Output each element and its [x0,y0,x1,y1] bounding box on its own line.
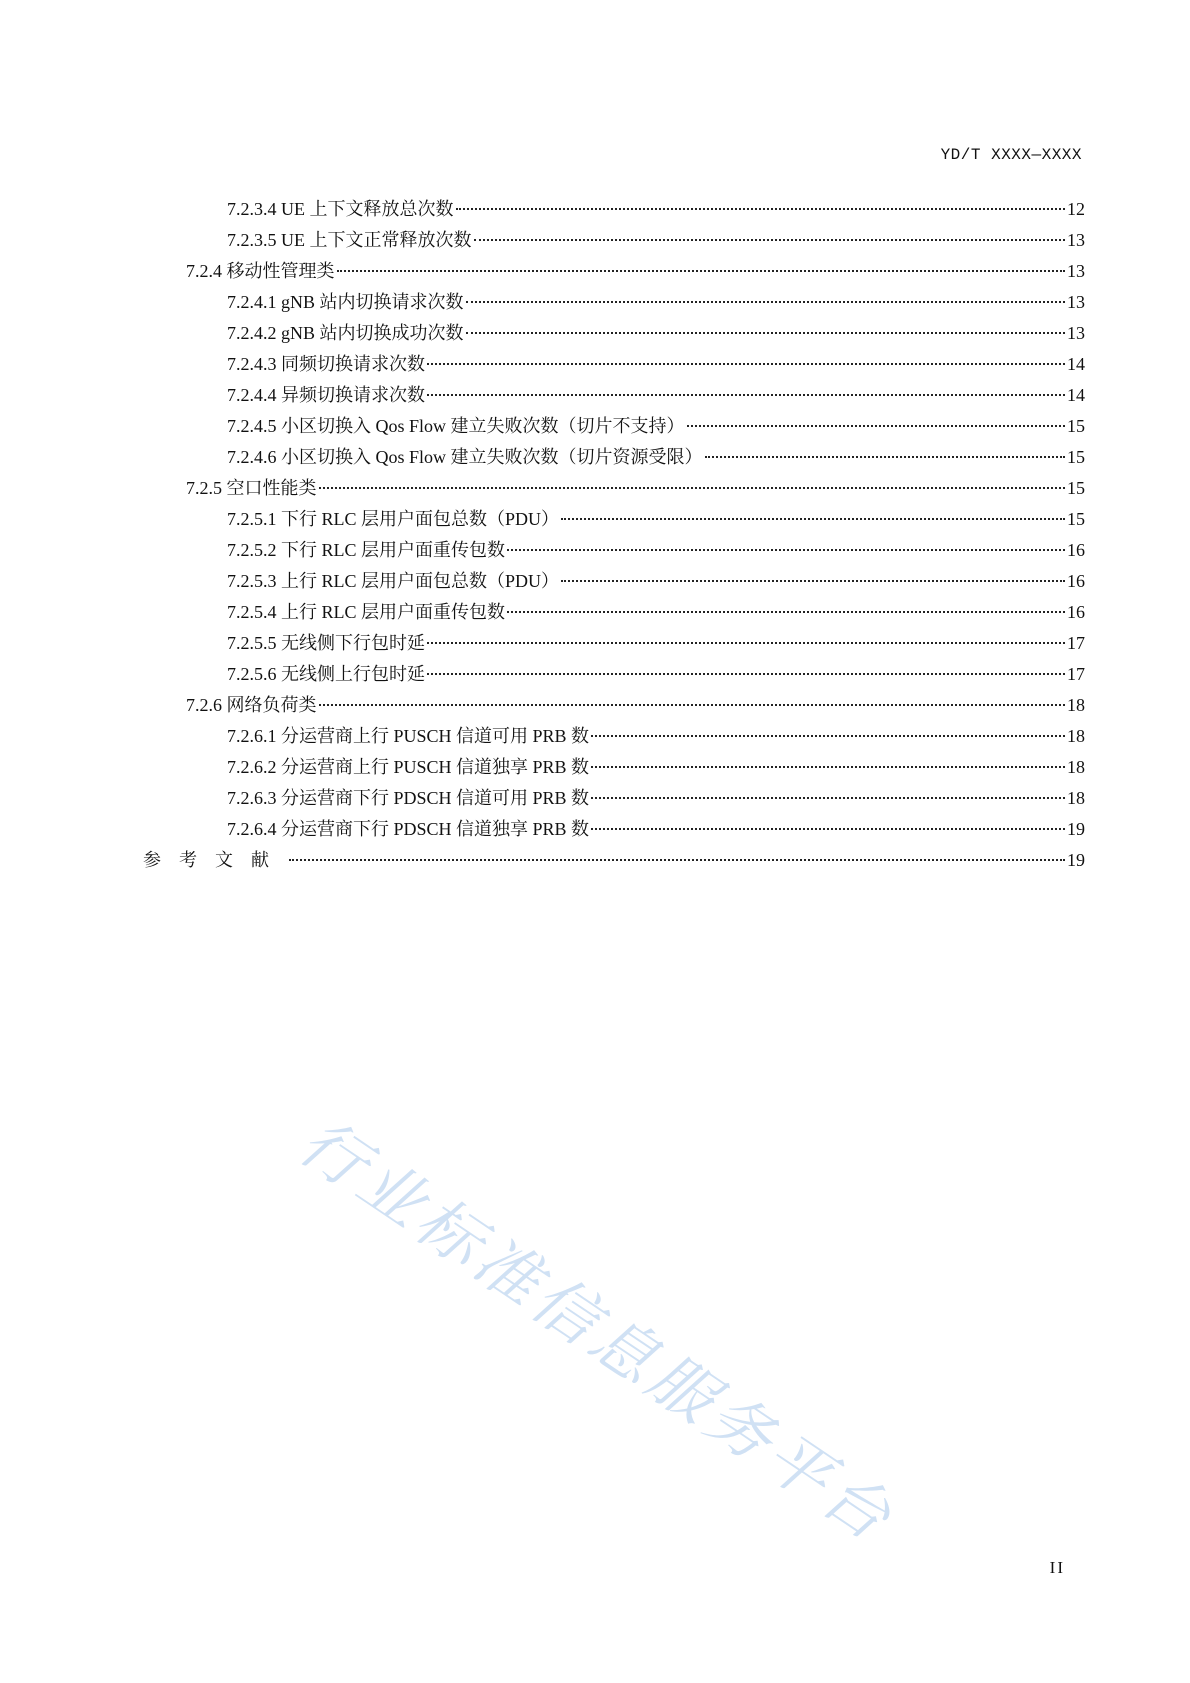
toc-entry-title: 7.2.5.5 无线侧下行包时延 [227,633,425,653]
toc-entry-page: 17 [1067,664,1085,684]
document-code: YD/T XXXX—XXXX [940,146,1082,164]
toc-entry[interactable] [227,442,1085,473]
toc-entry-page: 16 [1067,602,1085,622]
toc-entry-references[interactable] [143,845,1085,876]
toc-leader [456,208,1066,210]
toc-entry-title: 7.2.5.4 上行 RLC 层用户面重传包数 [227,602,506,622]
toc-leader [466,332,1065,334]
toc-entry-title: 7.2.6.4 分运营商下行 PDSCH 信道独享 PRB 数 [227,819,590,839]
toc-entry[interactable] [227,287,1085,318]
toc-entry[interactable] [186,256,1085,287]
toc-leader [427,673,1065,675]
toc-entry[interactable] [227,783,1085,814]
toc-entry-page: 14 [1067,385,1085,405]
toc-entry[interactable] [227,566,1085,597]
toc-entry-page: 18 [1067,695,1085,715]
toc-entry-page: 13 [1067,292,1085,312]
toc-entry-page: 18 [1067,726,1085,746]
toc-entry-title: 7.2.3.4 UE 上下文释放总次数 [227,199,454,219]
toc-entry-title: 7.2.6.1 分运营商上行 PUSCH 信道可用 PRB 数 [227,726,590,746]
toc-entry[interactable] [227,225,1085,256]
toc-entry-title: 7.2.4.3 同频切换请求次数 [227,354,425,374]
toc-entry[interactable] [186,473,1085,504]
toc-entry-page: 16 [1067,540,1085,560]
toc-entry[interactable] [227,504,1085,535]
toc-entry[interactable] [227,380,1085,411]
toc-leader [466,301,1065,303]
toc-entry-title: 7.2.4.4 异频切换请求次数 [227,385,425,405]
toc-entry-title: 7.2.5 空口性能类 [186,478,317,498]
toc-entry-page: 13 [1067,230,1085,250]
toc-leader [591,797,1065,799]
toc-entry-page: 15 [1067,478,1085,498]
toc-entry-title: 参考文献 [143,850,287,870]
toc-leader [507,611,1065,613]
toc-entry-page: 15 [1067,416,1085,436]
toc-entry[interactable] [227,411,1085,442]
toc-entry-title: 7.2.5.3 上行 RLC 层用户面包总数（PDU） [227,571,560,591]
toc-entry-page: 16 [1067,571,1085,591]
toc-entry-page: 15 [1067,447,1085,467]
toc-entry-title: 7.2.3.5 UE 上下文正常释放次数 [227,230,472,250]
toc-leader [705,456,1065,458]
toc-entry-title: 7.2.4.5 小区切换入 Qos Flow 建立失败次数（切片不支持） [227,416,685,436]
toc-entry[interactable] [227,721,1085,752]
toc-entry[interactable] [227,349,1085,380]
toc-entry-title: 7.2.4.2 gNB 站内切换成功次数 [227,323,464,343]
toc-entry[interactable] [227,535,1085,566]
toc-leader [319,487,1066,489]
toc-leader [507,549,1065,551]
toc-entry-page: 12 [1067,199,1085,219]
toc-entry-page: 19 [1067,819,1085,839]
toc-entry-title: 7.2.4.1 gNB 站内切换请求次数 [227,292,464,312]
page-number: II [1049,1558,1065,1577]
toc-entry[interactable] [227,194,1085,225]
toc-entry[interactable] [227,814,1085,845]
toc-entry-page: 13 [1067,323,1085,343]
toc-leader [561,580,1065,582]
toc-entry-title: 7.2.6.3 分运营商下行 PDSCH 信道可用 PRB 数 [227,788,590,808]
toc-leader [289,859,1065,861]
toc-entry-title: 7.2.6.2 分运营商上行 PUSCH 信道独享 PRB 数 [227,757,590,777]
toc-leader [319,704,1066,706]
toc-entry-page: 18 [1067,788,1085,808]
toc-leader [427,363,1065,365]
toc-entry-page: 18 [1067,757,1085,777]
toc-entry-page: 19 [1067,850,1085,870]
watermark: 行业标准信息服务平台 [285,1105,908,1559]
toc-entry[interactable] [227,752,1085,783]
toc-entry-page: 15 [1067,509,1085,529]
toc-entry-title: 7.2.6 网络负荷类 [186,695,317,715]
toc-entry[interactable] [186,690,1085,721]
toc-entry-title: 7.2.5.1 下行 RLC 层用户面包总数（PDU） [227,509,560,529]
toc-leader [591,828,1065,830]
toc-entry-page: 14 [1067,354,1085,374]
toc-entry-title: 7.2.5.2 下行 RLC 层用户面重传包数 [227,540,506,560]
toc-leader [427,394,1065,396]
toc-leader [427,642,1065,644]
toc-leader [474,239,1066,241]
toc-entry-title: 7.2.4 移动性管理类 [186,261,335,281]
toc-leader [591,735,1065,737]
toc-entry-page: 13 [1067,261,1085,281]
toc-entry[interactable] [227,597,1085,628]
toc-entry[interactable] [227,628,1085,659]
toc-leader [337,270,1066,272]
toc-leader [591,766,1065,768]
toc-entry[interactable] [227,659,1085,690]
toc-entry-title: 7.2.4.6 小区切换入 Qos Flow 建立失败次数（切片资源受限） [227,447,703,467]
toc-entry-title: 7.2.5.6 无线侧上行包时延 [227,664,425,684]
toc-entry-page: 17 [1067,633,1085,653]
toc-leader [561,518,1065,520]
toc-entry[interactable] [227,318,1085,349]
toc-leader [687,425,1065,427]
